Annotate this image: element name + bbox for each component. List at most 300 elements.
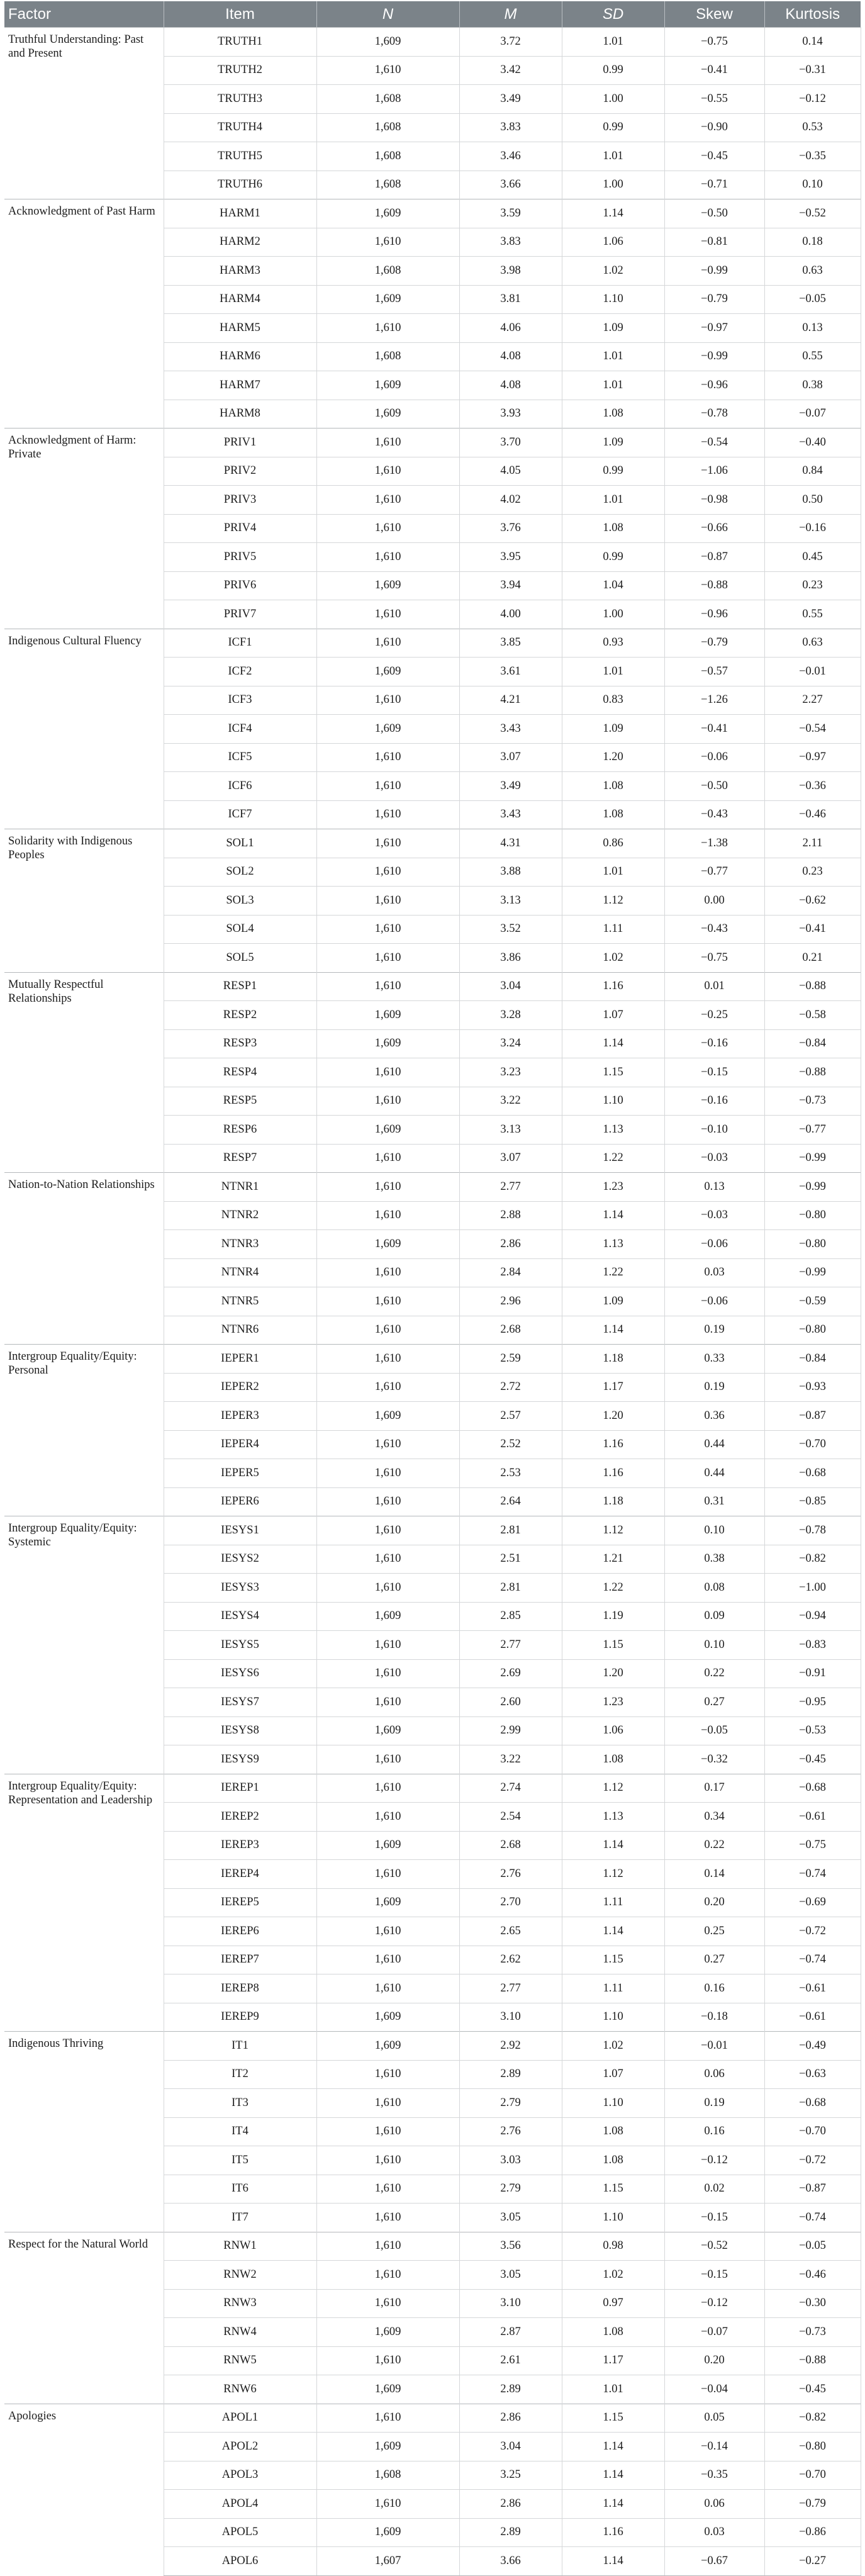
item-cell: IEPER3 bbox=[164, 1402, 316, 1431]
kurtosis-cell: −0.16 bbox=[764, 514, 861, 543]
n-cell: 1,610 bbox=[316, 457, 459, 486]
sd-cell: 1.16 bbox=[562, 2518, 664, 2547]
n-cell: 1,610 bbox=[316, 972, 459, 1001]
mean-cell: 4.31 bbox=[459, 829, 562, 858]
factor-cell: Mutually Respectful Relationships bbox=[4, 972, 164, 1173]
skew-cell: −0.67 bbox=[664, 2547, 764, 2576]
n-cell: 1,610 bbox=[316, 1144, 459, 1173]
table-body bbox=[4, 28, 861, 2576]
n-cell: 1,608 bbox=[316, 342, 459, 371]
skew-cell: 0.27 bbox=[664, 1688, 764, 1717]
item-cell: NTNR6 bbox=[164, 1316, 316, 1345]
item-cell: APOL3 bbox=[164, 2461, 316, 2490]
sd-cell: 1.01 bbox=[562, 28, 664, 57]
item-cell: TRUTH4 bbox=[164, 113, 316, 142]
sd-cell: 1.12 bbox=[562, 887, 664, 916]
mean-cell: 3.94 bbox=[459, 571, 562, 600]
n-cell: 1,610 bbox=[316, 629, 459, 658]
sd-cell: 1.17 bbox=[562, 2346, 664, 2375]
mean-cell: 3.10 bbox=[459, 2289, 562, 2318]
sd-cell: 1.08 bbox=[562, 1745, 664, 1774]
sd-cell: 1.00 bbox=[562, 171, 664, 199]
mean-cell: 2.54 bbox=[459, 1803, 562, 1832]
sd-cell: 1.11 bbox=[562, 915, 664, 944]
sd-cell: 1.10 bbox=[562, 2003, 664, 2032]
mean-cell: 3.76 bbox=[459, 514, 562, 543]
kurtosis-cell: −0.97 bbox=[764, 743, 861, 772]
n-cell: 1,610 bbox=[316, 1516, 459, 1545]
skew-cell: −0.77 bbox=[664, 858, 764, 887]
mean-cell: 4.02 bbox=[459, 486, 562, 515]
kurtosis-cell: −0.68 bbox=[764, 2089, 861, 2118]
n-cell: 1,610 bbox=[316, 543, 459, 572]
n-cell: 1,610 bbox=[316, 2232, 459, 2261]
mean-cell: 4.06 bbox=[459, 314, 562, 343]
header-sd: SD bbox=[562, 1, 664, 28]
kurtosis-cell: −0.80 bbox=[764, 2433, 861, 2461]
n-cell: 1,609 bbox=[316, 658, 459, 686]
kurtosis-cell: −0.84 bbox=[764, 1029, 861, 1058]
skew-cell: −0.55 bbox=[664, 85, 764, 114]
mean-cell: 2.76 bbox=[459, 1860, 562, 1889]
item-cell: APOL2 bbox=[164, 2433, 316, 2461]
item-cell: IEREP7 bbox=[164, 1946, 316, 1974]
mean-cell: 2.89 bbox=[459, 2518, 562, 2547]
mean-cell: 3.10 bbox=[459, 2003, 562, 2032]
n-cell: 1,609 bbox=[316, 199, 459, 228]
skew-cell: −0.05 bbox=[664, 1716, 764, 1745]
mean-cell: 3.13 bbox=[459, 1116, 562, 1145]
kurtosis-cell: 0.63 bbox=[764, 257, 861, 286]
n-cell: 1,610 bbox=[316, 1774, 459, 1803]
kurtosis-cell: 0.23 bbox=[764, 571, 861, 600]
n-cell: 1,610 bbox=[316, 1659, 459, 1688]
sd-cell: 1.02 bbox=[562, 944, 664, 973]
kurtosis-cell: −0.83 bbox=[764, 1631, 861, 1660]
item-cell: NTNR4 bbox=[164, 1258, 316, 1287]
kurtosis-cell: −0.93 bbox=[764, 1373, 861, 1402]
skew-cell: −1.26 bbox=[664, 686, 764, 715]
skew-cell: −0.81 bbox=[664, 228, 764, 257]
kurtosis-cell: −0.87 bbox=[764, 1402, 861, 1431]
mean-cell: 3.52 bbox=[459, 915, 562, 944]
n-cell: 1,610 bbox=[316, 2089, 459, 2118]
mean-cell: 3.07 bbox=[459, 743, 562, 772]
item-cell: IEREP4 bbox=[164, 1860, 316, 1889]
mean-cell: 2.89 bbox=[459, 2375, 562, 2404]
mean-cell: 3.03 bbox=[459, 2146, 562, 2175]
sd-cell: 0.86 bbox=[562, 829, 664, 858]
item-cell: IESYS3 bbox=[164, 1574, 316, 1603]
item-cell: RESP1 bbox=[164, 972, 316, 1001]
mean-cell: 2.92 bbox=[459, 2032, 562, 2061]
skew-cell: 0.01 bbox=[664, 972, 764, 1001]
n-cell: 1,610 bbox=[316, 2490, 459, 2519]
sd-cell: 1.15 bbox=[562, 2404, 664, 2433]
kurtosis-cell: −0.88 bbox=[764, 972, 861, 1001]
descriptive-statistics-table-container bbox=[4, 1, 861, 2576]
sd-cell: 0.98 bbox=[562, 2232, 664, 2261]
mean-cell: 2.59 bbox=[459, 1345, 562, 1374]
n-cell: 1,610 bbox=[316, 1631, 459, 1660]
mean-cell: 2.57 bbox=[459, 1402, 562, 1431]
item-cell: ICF7 bbox=[164, 800, 316, 829]
sd-cell: 1.21 bbox=[562, 1545, 664, 1574]
mean-cell: 2.61 bbox=[459, 2346, 562, 2375]
skew-cell: 0.33 bbox=[664, 1345, 764, 1374]
kurtosis-cell: −0.49 bbox=[764, 2032, 861, 2061]
n-cell: 1,609 bbox=[316, 1888, 459, 1917]
skew-cell: −0.07 bbox=[664, 2318, 764, 2347]
skew-cell: 0.44 bbox=[664, 1430, 764, 1459]
kurtosis-cell: −0.12 bbox=[764, 85, 861, 114]
skew-cell: −0.79 bbox=[664, 629, 764, 658]
sd-cell: 1.08 bbox=[562, 2146, 664, 2175]
mean-cell: 3.04 bbox=[459, 972, 562, 1001]
n-cell: 1,610 bbox=[316, 314, 459, 343]
sd-cell: 1.11 bbox=[562, 1888, 664, 1917]
kurtosis-cell: −0.74 bbox=[764, 2204, 861, 2232]
mean-cell: 2.65 bbox=[459, 1917, 562, 1946]
item-cell: TRUTH6 bbox=[164, 171, 316, 199]
kurtosis-cell: −0.68 bbox=[764, 1774, 861, 1803]
factor-cell: Indigenous Cultural Fluency bbox=[4, 629, 164, 829]
item-cell: ICF1 bbox=[164, 629, 316, 658]
mean-cell: 2.85 bbox=[459, 1602, 562, 1631]
skew-cell: −0.96 bbox=[664, 600, 764, 629]
sd-cell: 0.83 bbox=[562, 686, 664, 715]
skew-cell: −0.12 bbox=[664, 2146, 764, 2175]
skew-cell: −0.15 bbox=[664, 1058, 764, 1087]
mean-cell: 3.66 bbox=[459, 2547, 562, 2576]
table-row bbox=[4, 2232, 861, 2261]
item-cell: IESYS5 bbox=[164, 1631, 316, 1660]
kurtosis-cell: −0.63 bbox=[764, 2060, 861, 2089]
kurtosis-cell: −0.31 bbox=[764, 56, 861, 85]
skew-cell: 0.44 bbox=[664, 1459, 764, 1488]
n-cell: 1,609 bbox=[316, 2375, 459, 2404]
factor-cell: Indigenous Thriving bbox=[4, 2032, 164, 2232]
skew-cell: 0.27 bbox=[664, 1946, 764, 1974]
sd-cell: 1.15 bbox=[562, 1946, 664, 1974]
n-cell: 1,608 bbox=[316, 257, 459, 286]
mean-cell: 2.64 bbox=[459, 1487, 562, 1516]
n-cell: 1,609 bbox=[316, 2433, 459, 2461]
mean-cell: 4.05 bbox=[459, 457, 562, 486]
kurtosis-cell: −1.00 bbox=[764, 1574, 861, 1603]
table-row bbox=[4, 629, 861, 658]
skew-cell: 0.08 bbox=[664, 1574, 764, 1603]
mean-cell: 3.07 bbox=[459, 1144, 562, 1173]
item-cell: IEPER6 bbox=[164, 1487, 316, 1516]
item-cell: NTNR2 bbox=[164, 1201, 316, 1230]
item-cell: PRIV5 bbox=[164, 543, 316, 572]
n-cell: 1,610 bbox=[316, 2346, 459, 2375]
item-cell: RNW3 bbox=[164, 2289, 316, 2318]
kurtosis-cell: −0.35 bbox=[764, 142, 861, 171]
n-cell: 1,609 bbox=[316, 1230, 459, 1259]
mean-cell: 3.49 bbox=[459, 85, 562, 114]
kurtosis-cell: 0.55 bbox=[764, 600, 861, 629]
sd-cell: 1.06 bbox=[562, 228, 664, 257]
kurtosis-cell: −0.45 bbox=[764, 1745, 861, 1774]
skew-cell: −0.71 bbox=[664, 171, 764, 199]
skew-cell: −0.16 bbox=[664, 1087, 764, 1116]
mean-cell: 2.79 bbox=[459, 2089, 562, 2118]
n-cell: 1,610 bbox=[316, 2117, 459, 2146]
kurtosis-cell: −0.99 bbox=[764, 1173, 861, 1202]
mean-cell: 2.60 bbox=[459, 1688, 562, 1717]
item-cell: IEPER1 bbox=[164, 1345, 316, 1374]
kurtosis-cell: −0.46 bbox=[764, 800, 861, 829]
sd-cell: 1.14 bbox=[562, 2433, 664, 2461]
mean-cell: 2.86 bbox=[459, 2404, 562, 2433]
mean-cell: 3.43 bbox=[459, 715, 562, 744]
header-row bbox=[4, 1, 861, 28]
kurtosis-cell: −0.85 bbox=[764, 1487, 861, 1516]
n-cell: 1,610 bbox=[316, 1316, 459, 1345]
mean-cell: 2.72 bbox=[459, 1373, 562, 1402]
item-cell: IESYS1 bbox=[164, 1516, 316, 1545]
sd-cell: 1.22 bbox=[562, 1144, 664, 1173]
kurtosis-cell: −0.07 bbox=[764, 400, 861, 428]
kurtosis-cell: −0.70 bbox=[764, 2461, 861, 2490]
mean-cell: 2.76 bbox=[459, 2117, 562, 2146]
table-row bbox=[4, 1345, 861, 1374]
item-cell: PRIV1 bbox=[164, 428, 316, 457]
item-cell: IEREP8 bbox=[164, 1974, 316, 2003]
kurtosis-cell: −0.77 bbox=[764, 1116, 861, 1145]
mean-cell: 2.68 bbox=[459, 1316, 562, 1345]
skew-cell: −0.41 bbox=[664, 56, 764, 85]
kurtosis-cell: −0.72 bbox=[764, 1917, 861, 1946]
mean-cell: 3.42 bbox=[459, 56, 562, 85]
sd-cell: 1.15 bbox=[562, 2175, 664, 2204]
kurtosis-cell: −0.80 bbox=[764, 1316, 861, 1345]
skew-cell: 0.36 bbox=[664, 1402, 764, 1431]
item-cell: APOL5 bbox=[164, 2518, 316, 2547]
sd-cell: 1.16 bbox=[562, 1430, 664, 1459]
mean-cell: 3.66 bbox=[459, 171, 562, 199]
item-cell: SOL3 bbox=[164, 887, 316, 916]
n-cell: 1,610 bbox=[316, 1487, 459, 1516]
skew-cell: 0.19 bbox=[664, 1373, 764, 1402]
mean-cell: 4.00 bbox=[459, 600, 562, 629]
table-row bbox=[4, 428, 861, 457]
item-cell: RNW1 bbox=[164, 2232, 316, 2261]
item-cell: IT7 bbox=[164, 2204, 316, 2232]
sd-cell: 1.09 bbox=[562, 314, 664, 343]
kurtosis-cell: −0.61 bbox=[764, 1803, 861, 1832]
n-cell: 1,609 bbox=[316, 1029, 459, 1058]
mean-cell: 3.95 bbox=[459, 543, 562, 572]
sd-cell: 1.16 bbox=[562, 1459, 664, 1488]
n-cell: 1,610 bbox=[316, 887, 459, 916]
item-cell: TRUTH2 bbox=[164, 56, 316, 85]
item-cell: HARM8 bbox=[164, 400, 316, 428]
mean-cell: 2.70 bbox=[459, 1888, 562, 1917]
n-cell: 1,610 bbox=[316, 686, 459, 715]
sd-cell: 1.14 bbox=[562, 199, 664, 228]
kurtosis-cell: −0.30 bbox=[764, 2289, 861, 2318]
skew-cell: −0.14 bbox=[664, 2433, 764, 2461]
sd-cell: 1.01 bbox=[562, 142, 664, 171]
kurtosis-cell: −0.61 bbox=[764, 2003, 861, 2032]
n-cell: 1,610 bbox=[316, 1946, 459, 1974]
kurtosis-cell: 2.27 bbox=[764, 686, 861, 715]
sd-cell: 1.14 bbox=[562, 1201, 664, 1230]
sd-cell: 1.15 bbox=[562, 1058, 664, 1087]
kurtosis-cell: −0.82 bbox=[764, 2404, 861, 2433]
n-cell: 1,610 bbox=[316, 743, 459, 772]
skew-cell: −0.03 bbox=[664, 1201, 764, 1230]
item-cell: TRUTH1 bbox=[164, 28, 316, 57]
kurtosis-cell: −0.73 bbox=[764, 1087, 861, 1116]
sd-cell: 1.16 bbox=[562, 972, 664, 1001]
n-cell: 1,610 bbox=[316, 600, 459, 629]
sd-cell: 1.08 bbox=[562, 800, 664, 829]
kurtosis-cell: −0.69 bbox=[764, 1888, 861, 1917]
n-cell: 1,609 bbox=[316, 400, 459, 428]
header-skew: Skew bbox=[664, 1, 764, 28]
item-cell: ICF5 bbox=[164, 743, 316, 772]
sd-cell: 1.01 bbox=[562, 858, 664, 887]
n-cell: 1,610 bbox=[316, 2146, 459, 2175]
n-cell: 1,610 bbox=[316, 428, 459, 457]
mean-cell: 2.86 bbox=[459, 2490, 562, 2519]
factor-cell: Intergroup Equality/Equity: Systemic bbox=[4, 1516, 164, 1774]
n-cell: 1,610 bbox=[316, 1803, 459, 1832]
skew-cell: −0.01 bbox=[664, 2032, 764, 2061]
sd-cell: 1.13 bbox=[562, 1230, 664, 1259]
kurtosis-cell: −0.74 bbox=[764, 1860, 861, 1889]
item-cell: SOL4 bbox=[164, 915, 316, 944]
skew-cell: −0.88 bbox=[664, 571, 764, 600]
n-cell: 1,609 bbox=[316, 2032, 459, 2061]
n-cell: 1,610 bbox=[316, 800, 459, 829]
n-cell: 1,610 bbox=[316, 1745, 459, 1774]
skew-cell: 0.31 bbox=[664, 1487, 764, 1516]
sd-cell: 1.04 bbox=[562, 571, 664, 600]
n-cell: 1,609 bbox=[316, 1602, 459, 1631]
skew-cell: −0.57 bbox=[664, 658, 764, 686]
table-header bbox=[4, 1, 861, 28]
n-cell: 1,610 bbox=[316, 1545, 459, 1574]
item-cell: IT4 bbox=[164, 2117, 316, 2146]
mean-cell: 3.72 bbox=[459, 28, 562, 57]
mean-cell: 3.85 bbox=[459, 629, 562, 658]
mean-cell: 3.13 bbox=[459, 887, 562, 916]
skew-cell: 0.10 bbox=[664, 1631, 764, 1660]
n-cell: 1,609 bbox=[316, 371, 459, 400]
sd-cell: 0.99 bbox=[562, 56, 664, 85]
descriptive-statistics-table bbox=[4, 1, 861, 2576]
n-cell: 1,610 bbox=[316, 56, 459, 85]
n-cell: 1,609 bbox=[316, 1716, 459, 1745]
n-cell: 1,610 bbox=[316, 2404, 459, 2433]
skew-cell: −0.04 bbox=[664, 2375, 764, 2404]
sd-cell: 1.00 bbox=[562, 600, 664, 629]
factor-cell: Acknowledgment of Past Harm bbox=[4, 199, 164, 428]
sd-cell: 0.97 bbox=[562, 2289, 664, 2318]
sd-cell: 1.01 bbox=[562, 342, 664, 371]
mean-cell: 2.68 bbox=[459, 1831, 562, 1860]
skew-cell: 0.05 bbox=[664, 2404, 764, 2433]
n-cell: 1,610 bbox=[316, 1258, 459, 1287]
n-cell: 1,610 bbox=[316, 1688, 459, 1717]
sd-cell: 1.23 bbox=[562, 1688, 664, 1717]
n-cell: 1,610 bbox=[316, 1287, 459, 1316]
item-cell: APOL6 bbox=[164, 2547, 316, 2576]
skew-cell: −0.06 bbox=[664, 1230, 764, 1259]
item-cell: IEREP2 bbox=[164, 1803, 316, 1832]
kurtosis-cell: −0.95 bbox=[764, 1688, 861, 1717]
skew-cell: −0.35 bbox=[664, 2461, 764, 2490]
mean-cell: 3.46 bbox=[459, 142, 562, 171]
skew-cell: 0.34 bbox=[664, 1803, 764, 1832]
n-cell: 1,610 bbox=[316, 915, 459, 944]
skew-cell: −0.43 bbox=[664, 915, 764, 944]
item-cell: PRIV7 bbox=[164, 600, 316, 629]
mean-cell: 2.62 bbox=[459, 1946, 562, 1974]
kurtosis-cell: −0.75 bbox=[764, 1831, 861, 1860]
factor-cell: Truthful Understanding: Past and Present bbox=[4, 28, 164, 199]
item-cell: IESYS4 bbox=[164, 1602, 316, 1631]
item-cell: IEPER5 bbox=[164, 1459, 316, 1488]
item-cell: ICF4 bbox=[164, 715, 316, 744]
item-cell: IEPER4 bbox=[164, 1430, 316, 1459]
item-cell: IESYS8 bbox=[164, 1716, 316, 1745]
mean-cell: 2.79 bbox=[459, 2175, 562, 2204]
kurtosis-cell: −0.01 bbox=[764, 658, 861, 686]
table-row bbox=[4, 1774, 861, 1803]
item-cell: HARM2 bbox=[164, 228, 316, 257]
factor-cell: Respect for the Natural World bbox=[4, 2232, 164, 2404]
skew-cell: 0.09 bbox=[664, 1602, 764, 1631]
mean-cell: 2.81 bbox=[459, 1516, 562, 1545]
item-cell: PRIV6 bbox=[164, 571, 316, 600]
mean-cell: 4.08 bbox=[459, 371, 562, 400]
n-cell: 1,610 bbox=[316, 829, 459, 858]
skew-cell: −0.50 bbox=[664, 199, 764, 228]
skew-cell: 0.25 bbox=[664, 1917, 764, 1946]
table-row bbox=[4, 2032, 861, 2061]
item-cell: IEPER2 bbox=[164, 1373, 316, 1402]
n-cell: 1,609 bbox=[316, 571, 459, 600]
mean-cell: 2.74 bbox=[459, 1774, 562, 1803]
sd-cell: 1.20 bbox=[562, 743, 664, 772]
factor-cell: Apologies bbox=[4, 2404, 164, 2575]
skew-cell: −0.96 bbox=[664, 371, 764, 400]
header-item: Item bbox=[164, 1, 316, 28]
skew-cell: 0.03 bbox=[664, 1258, 764, 1287]
mean-cell: 2.86 bbox=[459, 1230, 562, 1259]
item-cell: IT1 bbox=[164, 2032, 316, 2061]
sd-cell: 1.09 bbox=[562, 428, 664, 457]
item-cell: ICF2 bbox=[164, 658, 316, 686]
mean-cell: 2.87 bbox=[459, 2318, 562, 2347]
skew-cell: 0.06 bbox=[664, 2490, 764, 2519]
mean-cell: 3.05 bbox=[459, 2261, 562, 2290]
item-cell: PRIV3 bbox=[164, 486, 316, 515]
sd-cell: 1.14 bbox=[562, 2490, 664, 2519]
n-cell: 1,610 bbox=[316, 2204, 459, 2232]
skew-cell: −1.06 bbox=[664, 457, 764, 486]
kurtosis-cell: −0.82 bbox=[764, 1545, 861, 1574]
kurtosis-cell: −0.99 bbox=[764, 1258, 861, 1287]
skew-cell: −0.99 bbox=[664, 257, 764, 286]
kurtosis-cell: −0.79 bbox=[764, 2490, 861, 2519]
